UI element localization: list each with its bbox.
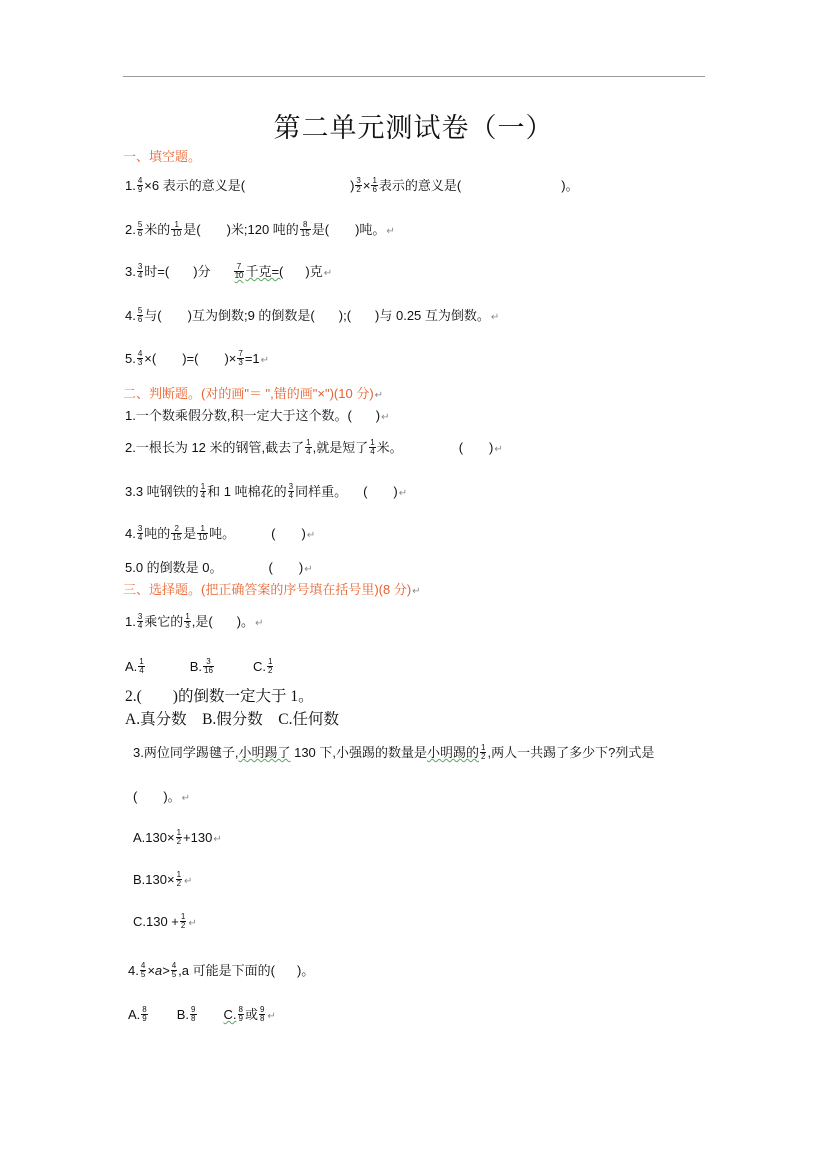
choice-question-1-options xyxy=(125,659,274,676)
text: ) xyxy=(375,408,381,423)
text: ,a 可能是下面的( xyxy=(178,963,275,978)
return-mark: ↵ xyxy=(412,586,421,597)
return-mark: ↵ xyxy=(260,355,270,366)
fraction: $\frac{5}{6}$ xyxy=(137,306,143,325)
text: )米;120 吨的 xyxy=(226,222,299,237)
text: 乘它的 xyxy=(144,614,184,629)
choice-question-1 xyxy=(125,614,263,632)
fill-question-5 xyxy=(125,351,269,369)
fill-question-2 xyxy=(125,222,395,240)
text: ) xyxy=(298,560,304,575)
text: 是( xyxy=(311,222,330,237)
text: 与( xyxy=(144,308,162,323)
q-number: 3. xyxy=(125,264,136,279)
fraction: $\frac{4}{5}$ xyxy=(171,961,177,980)
return-mark: ↵ xyxy=(386,226,395,237)
fraction: $\frac{8}{9}$ xyxy=(142,1005,147,1024)
header-rule xyxy=(123,76,705,77)
fraction: $\frac{1}{2}$ xyxy=(180,912,186,931)
fraction: $\frac{1}{4}$ xyxy=(370,438,375,457)
fraction: $\frac{7}{3}$ xyxy=(238,349,243,368)
text: )互为倒数;9 的倒数是( xyxy=(187,308,315,323)
text: ) xyxy=(350,178,355,193)
text: )吨。 xyxy=(355,222,386,237)
judge-question-3 xyxy=(125,484,407,502)
judge-question-1 xyxy=(125,408,390,426)
return-mark: ↵ xyxy=(323,268,333,279)
q-number: 4. xyxy=(128,963,139,978)
text: )× xyxy=(224,351,237,366)
text: 是( xyxy=(183,222,201,237)
return-mark: ↵ xyxy=(490,312,500,323)
text: 2.一根长为 12 米的钢管,截去了 xyxy=(125,440,305,455)
option-a[interactable]: A. xyxy=(125,659,138,674)
choice-question-3-paren xyxy=(133,789,190,807)
q-number: 4. xyxy=(125,526,136,541)
fraction: $\frac{1}{2}$ xyxy=(176,828,182,847)
fraction: $\frac{1}{2}$ xyxy=(267,657,273,676)
section-heading-true-false: 二、判断题。(对的画"＝ ",错的画"×")(10 分)↵ xyxy=(123,386,384,401)
fill-question-4 xyxy=(125,308,499,326)
return-mark: ↵ xyxy=(304,564,313,575)
fraction: $\frac{1}{4}$ xyxy=(200,482,206,501)
q-number: 4. xyxy=(125,308,136,323)
return-mark: ↵ xyxy=(306,530,316,541)
judge-question-4 xyxy=(125,526,315,544)
choice-question-3-option-b[interactable] xyxy=(133,872,192,890)
text: ,两人一共踢了多少下?列式是 xyxy=(487,745,655,760)
option-b[interactable]: B. xyxy=(176,1007,190,1022)
text: 和 1 吨棉花的 xyxy=(207,484,287,499)
return-mark: ↵ xyxy=(188,918,197,929)
text: ,是( xyxy=(191,614,213,629)
text: )。 xyxy=(236,614,255,629)
return-mark: ↵ xyxy=(374,390,384,401)
text: ) xyxy=(301,526,306,541)
text: ×6 表示的意义是( xyxy=(144,178,246,193)
section-heading-multiple-choice: 三、选择题。(把正确答案的序号填在括号里)(8 分)↵ xyxy=(123,582,421,597)
text: )。 xyxy=(296,963,315,978)
text: ×( xyxy=(144,351,157,366)
text: 1.一个数乘假分数,积一定大于这个数。( xyxy=(125,408,352,423)
text: 吨的 xyxy=(144,526,171,541)
option-a[interactable]: A. xyxy=(128,1007,141,1022)
fraction: $\frac{1}{2}$ xyxy=(176,870,182,889)
return-mark: ↵ xyxy=(213,834,222,845)
fraction: $\frac{1}{10}$ xyxy=(172,220,182,239)
fraction: $\frac{1}{10}$ xyxy=(198,524,208,543)
text: ( xyxy=(458,440,464,455)
fraction: $\frac{9}{8}$ xyxy=(191,1005,196,1024)
return-mark: ↵ xyxy=(398,488,408,499)
text: ( xyxy=(268,560,273,575)
fraction: $\frac{5}{6}$ xyxy=(137,220,143,239)
text: );( xyxy=(338,308,352,323)
text: ( )。 xyxy=(133,789,181,804)
fraction: $\frac{1}{3}$ xyxy=(185,612,190,631)
text: 同样重。 xyxy=(295,484,348,499)
fraction: $\frac{1}{4}$ xyxy=(306,438,311,457)
fraction: $\frac{3}{16}$ xyxy=(204,657,213,676)
text: 或 xyxy=(244,1007,258,1022)
text: 是 xyxy=(183,526,197,541)
option-b[interactable]: B. xyxy=(189,659,203,674)
fraction: $\frac{3}{2}$ xyxy=(356,176,361,195)
text: 吨。 xyxy=(209,526,236,541)
text: +130 xyxy=(183,830,213,845)
fraction: $\frac{3}{4}$ xyxy=(137,262,143,281)
text: )。 xyxy=(561,178,579,193)
text: 3.两位同学踢毽子, xyxy=(133,745,239,760)
return-mark: ↵ xyxy=(184,876,193,887)
return-mark: ↵ xyxy=(381,412,390,423)
text: C.130 + xyxy=(133,914,179,929)
text: 米的 xyxy=(144,222,171,237)
fraction: $\frac{3}{4}$ xyxy=(137,612,143,631)
text: 5.0 的倒数是 0。 xyxy=(125,560,223,575)
text: 时=( xyxy=(144,264,170,279)
q-number: 5. xyxy=(125,351,136,366)
text: ,就是短了 xyxy=(312,440,369,455)
q-number: 1. xyxy=(125,178,136,193)
fraction: $\frac{4}{3}$ xyxy=(137,349,143,368)
return-mark: ↵ xyxy=(255,618,264,629)
text: B.130× xyxy=(133,872,175,887)
text: )=( xyxy=(182,351,199,366)
fraction: $\frac{4}{9}$ xyxy=(137,176,143,195)
text: 表示的意义是( xyxy=(378,178,462,193)
text: A.130× xyxy=(133,830,175,845)
fraction: $\frac{3}{4}$ xyxy=(137,524,143,543)
fraction: $\frac{1}{6}$ xyxy=(372,176,377,195)
fraction: $\frac{3}{4}$ xyxy=(288,482,294,501)
choice-question-3-option-a[interactable] xyxy=(133,830,222,848)
choice-question-3 xyxy=(133,745,654,762)
choice-question-2-options: A.真分数 B.假分数 C.任何数 xyxy=(125,711,339,728)
fraction: $\frac{8}{9}$ xyxy=(238,1005,243,1024)
choice-question-3-option-c[interactable] xyxy=(133,914,197,932)
text: ×a> xyxy=(147,963,170,978)
text: ( xyxy=(363,484,368,499)
judge-question-5 xyxy=(125,560,313,578)
choice-question-2: 2.( )的倒数一定大于 1。 xyxy=(125,688,314,705)
option-c[interactable]: C. xyxy=(252,659,266,674)
text: )与 0.25 互为倒数。 xyxy=(375,308,490,323)
text: ) xyxy=(489,440,494,455)
fraction: $\frac{4}{5}$ xyxy=(140,961,146,980)
fraction: $\frac{2}{15}$ xyxy=(172,524,182,543)
text: 130 下,小强踢的数量是 xyxy=(290,745,428,760)
fraction: $\frac{1}{2}$ xyxy=(481,743,486,762)
q-number: 2. xyxy=(125,222,136,237)
return-mark: ↵ xyxy=(181,793,191,804)
text: × xyxy=(362,178,371,193)
fraction: $\frac{1}{4}$ xyxy=(139,657,144,676)
fraction: $\frac{9}{8}$ xyxy=(259,1005,265,1024)
text: 小明踢了 xyxy=(238,745,291,760)
fill-question-3 xyxy=(125,264,332,282)
text: )分 xyxy=(193,264,211,279)
choice-question-4 xyxy=(128,963,314,980)
page-title: 第二单元测试卷（一） xyxy=(273,113,554,143)
text: 千克=( xyxy=(245,264,284,279)
fraction: $\frac{8}{15}$ xyxy=(300,220,310,239)
option-c[interactable]: C. xyxy=(223,1007,237,1022)
text: 小明踢的 xyxy=(427,745,480,760)
section-heading-fill-blank: 一、填空题。 xyxy=(123,149,202,164)
return-mark: ↵ xyxy=(267,1011,276,1022)
return-mark: ↵ xyxy=(494,444,503,455)
text: ( xyxy=(271,526,276,541)
text: 米。 xyxy=(376,440,403,455)
text: =1 xyxy=(244,351,260,366)
choice-question-4-options xyxy=(128,1007,276,1025)
q-number: 1. xyxy=(125,614,136,629)
text: ) xyxy=(393,484,398,499)
fraction: $\frac{7}{10}$ xyxy=(234,262,244,281)
fill-question-1 xyxy=(125,178,579,195)
text: 3.3 吨钢铁的 xyxy=(125,484,199,499)
judge-question-2 xyxy=(125,440,503,458)
text: )克 xyxy=(305,264,323,279)
